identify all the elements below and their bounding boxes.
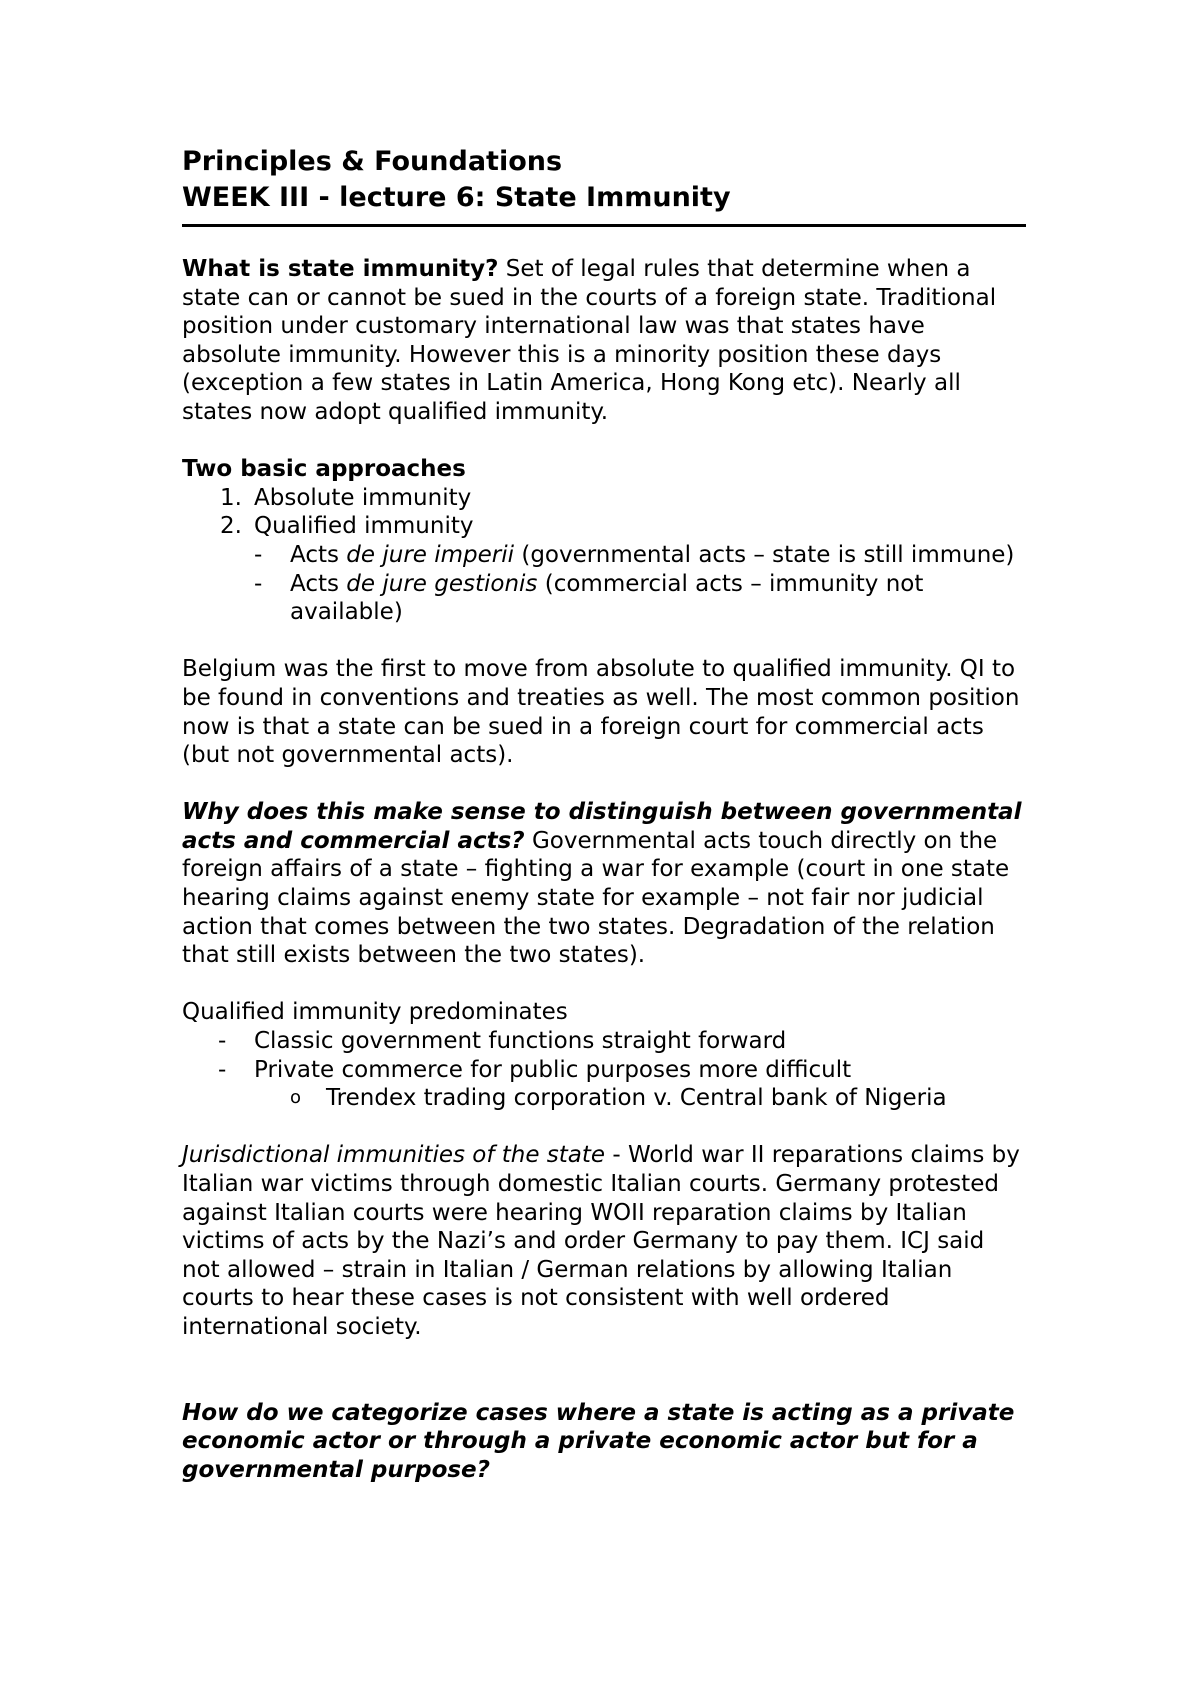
- title-divider: [182, 224, 1026, 227]
- approaches-list: [182, 484, 1025, 541]
- title-lecture: WEEK III - lecture 6: State Immunity: [182, 182, 731, 213]
- qualified-heading: Qualified immunity predominates: [182, 999, 568, 1026]
- list-item: 2. Qualified immunity: [220, 513, 474, 540]
- case-list: [182, 1084, 1025, 1113]
- title-course: Principles & Foundations: [182, 146, 563, 177]
- why-text: Governmental acts touch directly on the foreign affairs of a state – fighting a war for example (court in one state hearing claims against enemy state for example – not fair nor judicial action that comes between the two states. Degradation of the relation that still exists between the two states).: [182, 827, 1010, 969]
- why-lead: Why does this make sense to distinguish between governmental acts and commercial acts?: [182, 799, 1022, 854]
- jurisdictional-lead: Jurisdictional immunities of the state: [182, 1142, 606, 1169]
- qualified-list: [182, 1027, 1025, 1084]
- belgium-paragraph: Belgium was the first to move from absolute to qualified immunity. QI to be found in conventions and treaties as well. The most common position now is that a state can be sued in a foreign court for commercial acts (but not governmental acts).: [182, 656, 1020, 769]
- list-item: - Private commerce for public purposes more difficult: [218, 1056, 852, 1083]
- intro-lead: What is state immunity?: [182, 256, 499, 282]
- intro-text: Set of legal rules that determine when a state can or cannot be sued in the courts of a foreign state. Traditional position under customary international law was that states have absolute immunity. However this is a minority position these days (exception a few states in Latin America, Hong Kong etc). Nearly all states now adopt qualified immunity.: [182, 256, 997, 425]
- list-item: 1. Absolute immunity: [220, 484, 472, 511]
- jurisdictional-text: - World war II reparations claims by Italian war victims through domestic Italian courts. Germany protested against Italian courts were hearing WOII reparation claims by Italian victims of acts by the Nazi’s and order Germany to pay them. ICJ said not allowed – strain in Italian / German relations by allowing Italian courts to hear these cases is not consistent with well ordered international society.: [182, 1142, 1020, 1340]
- intro-paragraph: [182, 255, 1025, 427]
- qualified-subtypes-list: [182, 541, 1025, 627]
- why-paragraph: [182, 798, 1025, 970]
- list-item: - Acts de jure imperii (governmental acts – state is still immune): [254, 541, 1015, 568]
- term-imperii: de jure imperii: [346, 541, 515, 568]
- closing-question: How do we categorize cases where a state is acting as a private economic actor or through a private economic actor but for a governmental purpose?: [182, 1399, 1015, 1483]
- approaches-heading: Two basic approaches: [182, 456, 466, 483]
- document-title: [182, 144, 1025, 216]
- list-item: - Classic government functions straight forward: [218, 1028, 787, 1055]
- term-gestionis: de jure gestionis: [346, 570, 538, 597]
- jurisdictional-paragraph: [182, 1141, 1025, 1341]
- list-item: - Acts de jure gestionis (commercial acts – immunity not available): [254, 570, 924, 626]
- list-item: o Trendex trading corporation v. Central bank of Nigeria: [290, 1085, 947, 1112]
